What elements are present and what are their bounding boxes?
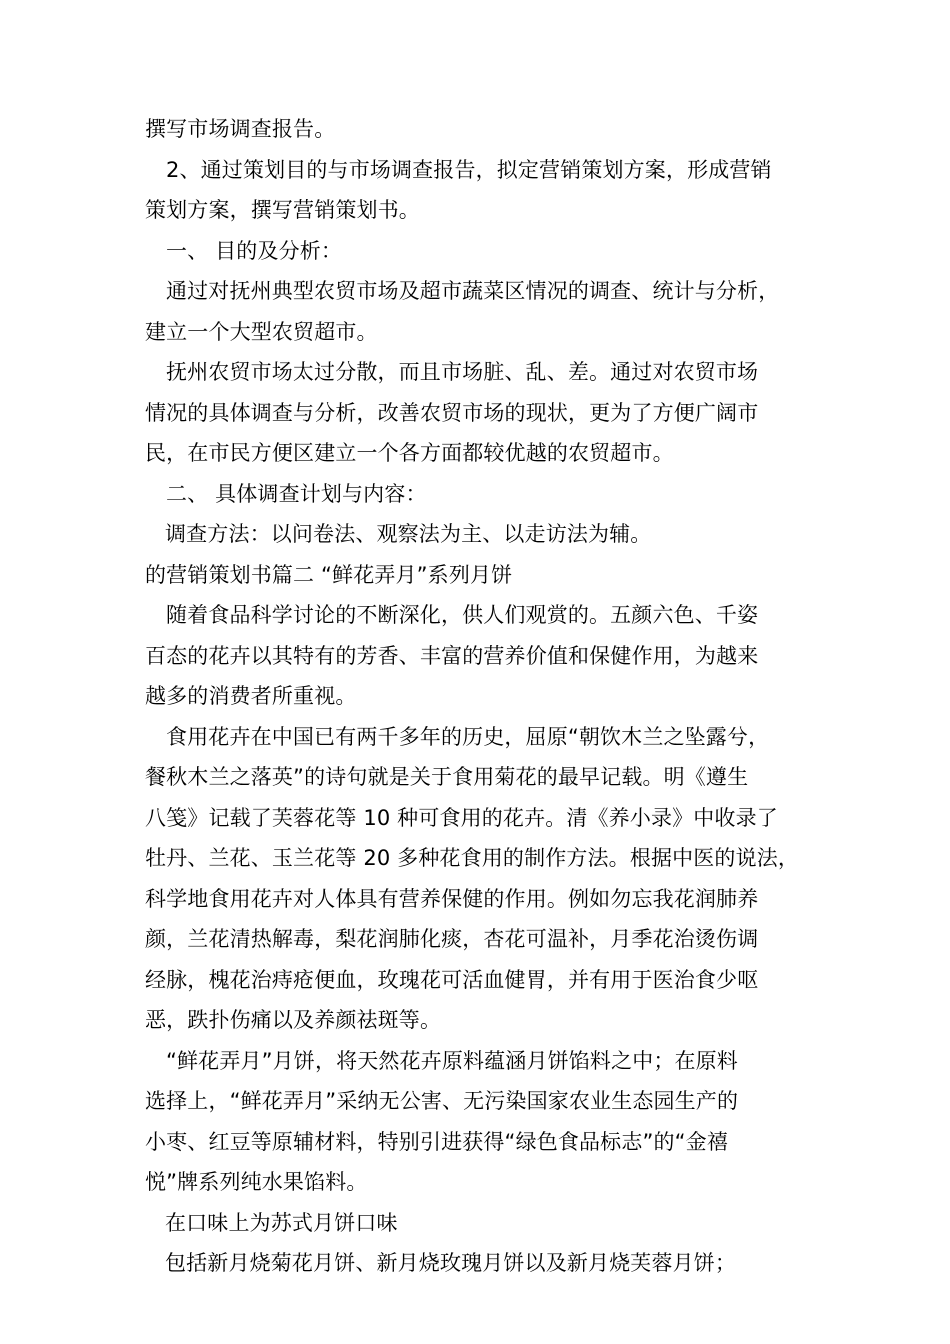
text-line: 民，在市民方便区建立一个各方面都较优越的农贸超市。: [145, 441, 674, 465]
text-line: 在口味上为苏式月饼口味: [165, 1210, 398, 1235]
text-line: 食用花卉在中国已有两千多年的历史，屈原“朝饮木兰之坠露兮，: [166, 724, 770, 749]
text-line: 越多的消费者所重视。: [145, 684, 357, 708]
article-title: 的营销策划书篇二 “鲜花弄月”系列月饼: [145, 562, 513, 587]
text-line: 经脉，槐花治痔疮便血，玫瑰花可活血健胃，并有用于医治食少呕: [145, 967, 759, 992]
text-line: 颜，兰花清热解毒，梨花润肺化痰，杏花可温补，月季花治烫伤调: [145, 927, 759, 951]
text-line: 科学地食用花卉对人体具有营养保健的作用。例如勿忘我花润肺养: [145, 886, 759, 911]
text-line: 八笺》记载了芙蓉花等 10 种可食用的花卉。清《养小录》中收录了: [145, 805, 778, 830]
text-line: 包括新月烧菊花月饼、新月烧玫瑰月饼以及新月烧芙蓉月饼；: [165, 1251, 737, 1275]
section-heading: 一、 目的及分析：: [166, 238, 343, 263]
text-line: 小枣、红豆等原辅材料，特别引进获得“绿色食品标志”的“金禧: [145, 1129, 728, 1154]
text-line: 调查方法：以问卷法、观察法为主、以走访法为辅。: [165, 522, 652, 546]
text-line: 悦”牌系列纯水果馅料。: [145, 1170, 368, 1194]
text-line: 通过对抚州典型农贸市场及超市蔬菜区情况的调查、统计与分析，: [166, 279, 780, 303]
text-line: “鲜花弄月”月饼，将天然花卉原料蕴涵月饼馅料之中；在原料: [166, 1048, 738, 1073]
text-line: 百态的花卉以其特有的芳香、丰富的营养价值和保健作用，为越来: [145, 643, 759, 668]
text-line: 恶，跌扑伤痛以及养颜祛斑等。: [145, 1008, 442, 1032]
text-line: 抚州农贸市场太过分散，而且市场脏、乱、差。通过对农贸市场: [166, 360, 759, 384]
text-line: 建立一个大型农贸超市。: [145, 319, 378, 344]
section-heading: 二、 具体调查计划与内容：: [166, 481, 427, 506]
document-body: [145, 109, 823, 1284]
text-line: 随着食品科学讨论的不断深化，供人们观赏的。五颜六色、千姿: [166, 603, 759, 627]
text-line: 选择上，“鲜花弄月”采纳无公害、无污染国家农业生态园生产的: [145, 1089, 739, 1113]
text-line: 牡丹、兰花、玉兰花等 20 多种花食用的制作方法。根据中医的说法，: [145, 846, 800, 870]
text-line: 2、通过策划目的与市场调查报告，拟定营销策划方案，形成营销: [166, 157, 772, 182]
text-line: 餐秋木兰之落英”的诗句就是关于食用菊花的最早记载。明《遵生: [145, 765, 749, 789]
text-line: 情况的具体调查与分析，改善农贸市场的现状，更为了方便广阔市: [145, 400, 759, 425]
text-line: 撰写市场调查报告。: [145, 117, 336, 141]
text-line: 策划方案，撰写营销策划书。: [145, 198, 420, 222]
